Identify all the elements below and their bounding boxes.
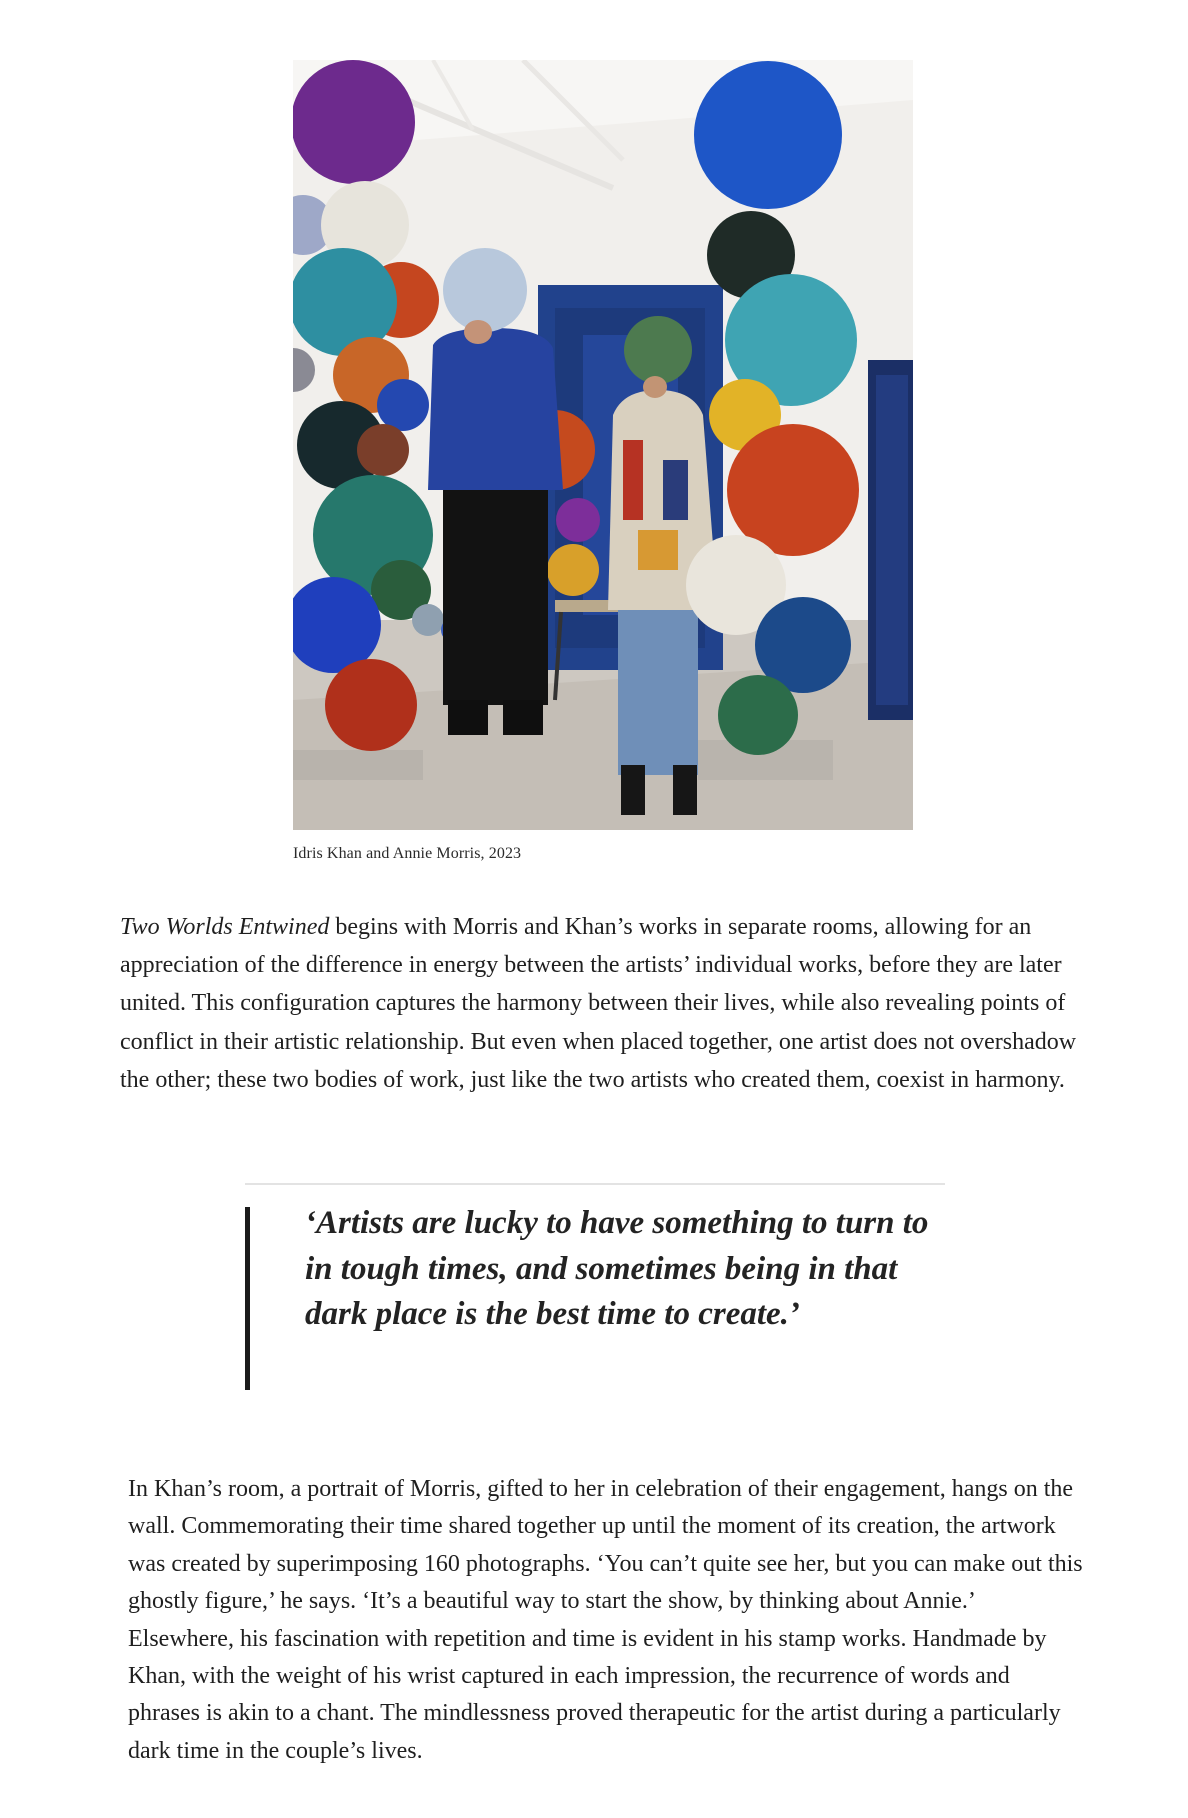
pull-quote bbox=[245, 1207, 945, 1390]
quote-divider bbox=[245, 1183, 945, 1185]
article-photo bbox=[293, 60, 913, 830]
article-paragraph-khan-room: In Khan’s room, a portrait of Morris, gifted to her in celebration of their engagement, hangs on the wall. Commemorating their time shared together up until the moment of its creation, the artwork was created by superimposing 160 photographs. ‘You can’t quite see her, but you can make out this ghostly figure,’ he says. ‘It’s a beautiful way to start the show, by thinking about Annie.’ Elsewhere, his fascination with repetition and time is evident in his stamp works. Handmade by Khan, with the weight of his wrist captured in each impression, the recurrence of words and phrases is akin to a chant. The mindlessness proved therapeutic for the artist during a particularly dark time in the couple’s lives. bbox=[128, 1476, 1083, 1764]
photo-caption: Idris Khan and Annie Morris, 2023 bbox=[293, 845, 522, 862]
pull-quote-text: ‘Artists are lucky to have something to turn to in tough times, and sometimes being in that dark place is the best time to create.’ bbox=[305, 1205, 929, 1332]
article-paragraph-intro bbox=[120, 908, 1090, 1099]
paragraph-text: begins with Morris and Khan’s works in separate rooms, allowing for an appreciation of the difference in energy between the artists’ individual works, before they are later united. This configuration captures the harmony between their lives, while also revealing points of conflict in their artistic relationship. But even when placed together, one artist does not overshadow the other; these two bodies of work, just like the two artists who created them, coexist in harmony. bbox=[120, 914, 1077, 1093]
studio-photo-illustration bbox=[293, 60, 913, 830]
exhibition-title: Two Worlds Entwined bbox=[120, 914, 330, 940]
